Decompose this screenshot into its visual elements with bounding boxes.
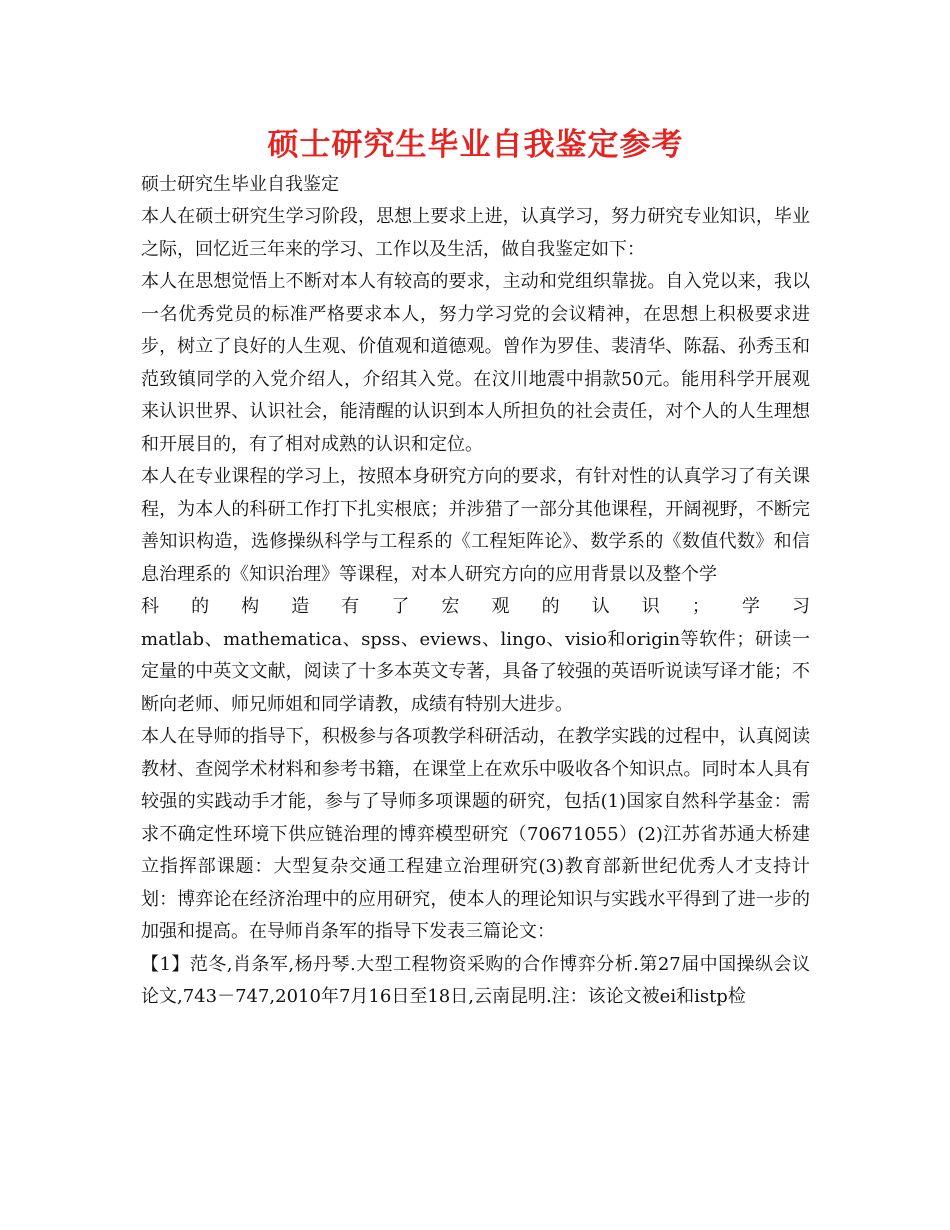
paragraph-intro: 本人在硕士研究生学习阶段，思想上要求上进，认真学习，努力研究专业知识，毕业之际，回忆近三年来的学习、工作以及生活，做自我鉴定如下：	[141, 206, 810, 260]
paragraph-coursework-part2: matlab、mathematica、spss、eviews、lingo、visio和origin等软件；研读一定量的中英文文献，阅读了十多本英文专著，具备了较强的英语听说读写译才能；不断向老师、师兄师姐和同学请教，成绩有特别大进步。	[141, 628, 810, 715]
paragraph-research: 本人在导师的指导下，积极参与各项教学科研活动，在教学实践的过程中，认真阅读教材、查阅学术材料和参考书籍，在课堂上在欢乐中吸收各个知识点。同时本人具有较强的实践动手才能，参与了导师多项课题的研究，包括(1)国家自然科学基金：需求不确定性环境下供应链治理的博弈模型研究（70671055）(2)江苏省苏通大桥建立指挥部课题：大型复杂交通工程建立治理研究(3)教育部新世纪优秀人才支持计划：博弈论在经济治理中的应用研究，使本人的理论知识与实践水平得到了进一步的加强和提高。在导师肖条军的指导下发表三篇论文：	[141, 726, 810, 942]
document-page	[141, 120, 810, 1014]
paragraph-ideology: 本人在思想觉悟上不断对本人有较高的要求，主动和党组织靠拢。自入党以来，我以一名优秀党员的标准严格要求本人，努力学习党的会议精神，在思想上积极要求进步，树立了良好的人生观、价值观和道德观。曾作为罗佳、裴清华、陈磊、孙秀玉和范致镇同学的入党介绍人，介绍其入党。在汶川地震中捐款50元。能用科学开展观来认识世界、认识社会，能清醒的认识到本人所担负的社会责任，对个人的人生理想和开展目的，有了相对成熟的认识和定位。	[141, 271, 810, 455]
paragraph-coursework-spread-line: 科的构造有了宏观的认识；学习	[141, 596, 810, 617]
paragraph-coursework	[141, 461, 810, 721]
document-subtitle: 硕士研究生毕业自我鉴定	[141, 174, 339, 195]
paragraph-coursework-part1: 本人在专业课程的学习上，按照本身研究方向的要求，有针对性的认真学习了有关课程，为本人的科研工作打下扎实根底；并涉猎了一部分其他课程，开阔视野，不断完善知识构造，选修操纵科学与工程系的《工程矩阵论》、数学系的《数值代数》和信息治理系的《知识治理》等课程，对本人研究方向的应用背景以及整个学	[141, 466, 810, 585]
document-title: 硕士研究生毕业自我鉴定参考	[267, 127, 684, 163]
paragraph-publication-1: 【1】范冬,肖条军,杨丹琴.大型工程物资采购的合作博弈分析.第27届中国操纵会议论文,743－747,2010年7月16日至18日,云南昆明.注：该论文被ei和istp检	[141, 953, 810, 1007]
